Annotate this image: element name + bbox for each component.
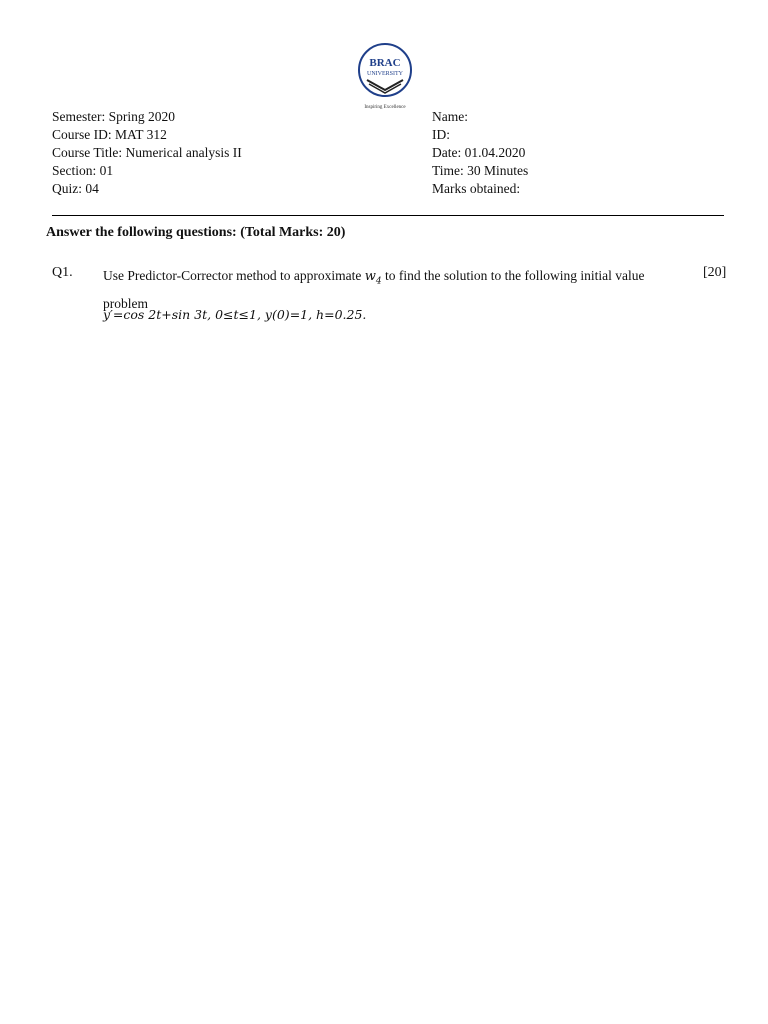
marks-obtained-label: Marks obtained:	[432, 181, 521, 196]
question-text-after: to find the solution to the following initial value problem	[103, 268, 645, 311]
quiz-label: Quiz: 04	[52, 181, 99, 196]
question-marks: [20]	[703, 265, 727, 280]
time-label: Time: 30 Minutes	[432, 163, 529, 178]
question-number: Q1.	[52, 265, 73, 280]
question-text-before: Use Predictor-Corrector method to approximate	[103, 268, 365, 283]
header-divider	[52, 215, 724, 216]
university-logo	[345, 42, 425, 112]
logo-tagline: Inspiring Excellence	[364, 105, 406, 110]
course-info	[52, 108, 242, 198]
course-id-label: Course ID: MAT 312	[52, 127, 167, 142]
logo-brac-text: BRAC	[369, 57, 401, 69]
section-label: Section: 01	[52, 163, 114, 178]
date-label: Date: 01.04.2020	[432, 145, 526, 160]
course-title-label: Course Title: Numerical analysis II	[52, 145, 242, 160]
logo-university-text: UNIVERSITY	[367, 71, 403, 77]
semester-label: Semester: Spring 2020	[52, 109, 175, 124]
question-variable: $w_4$	[364, 269, 382, 287]
id-label: ID:	[432, 127, 450, 142]
instructions-heading: Answer the following questions: (Total Marks: 20)	[46, 225, 346, 240]
name-label: Name:	[432, 109, 468, 124]
question-equation: y′=cos 2t+sin 3t, 0≤t≤1, y(0)=1, h=0.25.	[103, 307, 367, 322]
student-info	[432, 108, 528, 198]
